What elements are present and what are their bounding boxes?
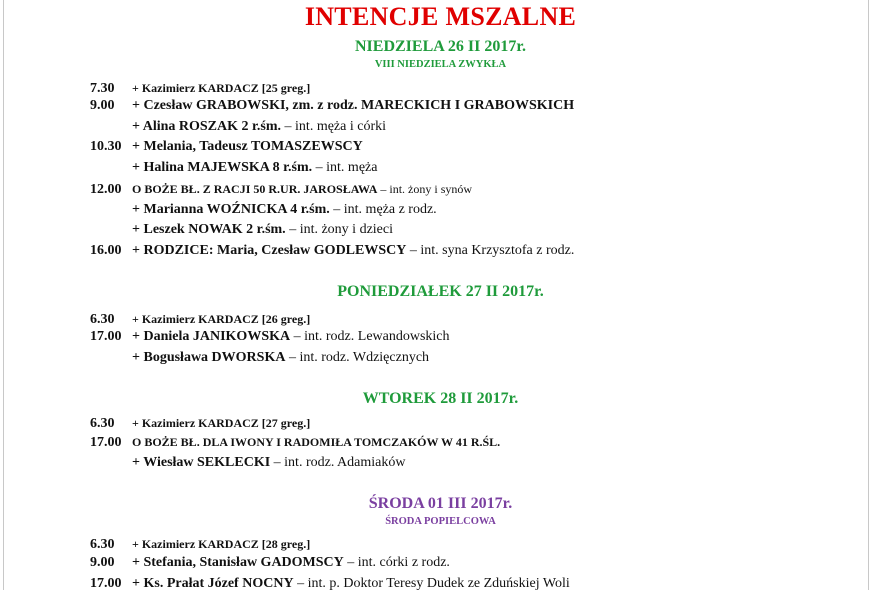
intention-row: + Marianna WOŹNICKA 4 r.śm. – int. męża z rodz. [132, 202, 437, 217]
intention-row: + Wiesław SEKLECKI – int. rodz. Adamiaków [132, 455, 406, 470]
intention-row: 9.00 + Czesław GRABOWSKI, zm. z rodz. MARECKICH I GRABOWSKICH [90, 98, 575, 113]
intention-row: 10.30 + Melania, Tadeusz TOMASZEWSCY [90, 139, 363, 154]
intention-row: 6.30 + Kazimierz KARDACZ [28 greg.] [90, 537, 311, 552]
intention-row: 7.30 + Kazimierz KARDACZ [25 greg.] [90, 81, 311, 96]
intention-row: 17.00 O BOŻE BŁ. DLA IWONY I RADOMIŁA TOMCZAKÓW W 41 R.ŚL. [90, 435, 501, 450]
intention-row: 6.30 + Kazimierz KARDACZ [26 greg.] [90, 312, 311, 327]
intention-row: 12.00 O BOŻE BŁ. Z RACJI 50 R.UR. JAROSŁAWA – int. żony i synów [90, 182, 473, 197]
intention-row: 6.30 + Kazimierz KARDACZ [27 greg.] [90, 416, 311, 431]
intention-row: 16.00 + RODZICE: Maria, Czesław GODLEWSCY – int. syna Krzysztofa z rodz. [90, 243, 575, 258]
intention-row: 17.00 + Daniela JANIKOWSKA – int. rodz. Lewandowskich [90, 329, 450, 344]
day-heading: NIEDZIELA 26 II 2017r. [354, 38, 526, 55]
intention-row: + Leszek NOWAK 2 r.śm. – int. żony i dzieci [132, 222, 393, 237]
day-heading: ŚRODA 01 III 2017r. [368, 495, 513, 512]
day-subheading: VIII NIEDZIELA ZWYKŁA [374, 59, 507, 70]
day-subheading: ŚRODA POPIELCOWA [385, 516, 496, 527]
day-heading: WTOREK 28 II 2017r. [362, 390, 519, 407]
intention-row: 17.00 + Ks. Prałat Józef NOCNY – int. p. Doktor Teresy Dudek ze Zduńskiej Woli [90, 576, 570, 591]
intention-row: 9.00 + Stefania, Stanisław GADOMSCY – int. córki z rodz. [90, 555, 450, 570]
intention-row: + Bogusława DWORSKA – int. rodz. Wdzięcznych [132, 350, 430, 365]
intention-row: + Alina ROSZAK 2 r.śm. – int. męża i córki [132, 119, 387, 134]
page-title: INTENCJE MSZALNE [304, 2, 577, 31]
intention-row: + Halina MAJEWSKA 8 r.śm. – int. męża [132, 160, 378, 175]
day-heading: PONIEDZIAŁEK 27 II 2017r. [337, 283, 544, 300]
